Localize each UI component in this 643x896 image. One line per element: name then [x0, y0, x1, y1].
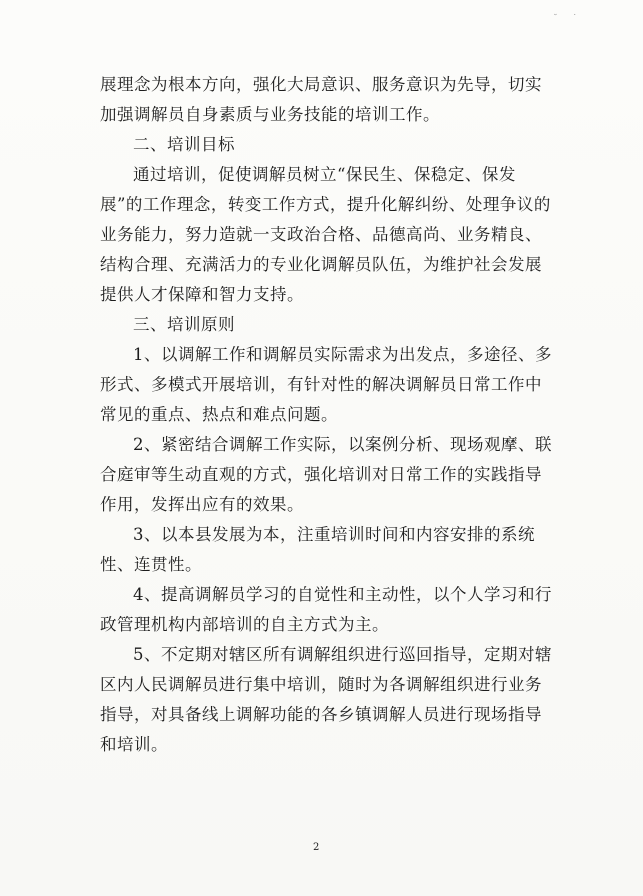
principle-item-2: 2、紧密结合调解工作实际，以案例分析、现场观摩、联合庭审等生动直观的方式，强化培训对日常工作的实践指导作用，发挥出应有的效果。: [100, 435, 552, 514]
principle-item-1: 1、以调解工作和调解员实际需求为出发点，多途径、多形式、多模式开展培训，有针对性的解决调解员日常工作中常见的重点、热点和难点问题。: [100, 345, 552, 424]
principle-item-3: 3、以本县发展为本，注重培训时间和内容安排的系统性、连贯性。: [100, 525, 535, 574]
document-body: [100, 70, 552, 760]
heading-training-goals: 二、培训目标: [133, 135, 235, 154]
principle-item-4: 4、提高调解员学习的自觉性和主动性，以个人学习和行政管理机构内部培训的自主方式为主。: [100, 585, 552, 634]
paragraph-training-goals: 通过培训，促使调解员树立“保民生、保稳定、保发展”的工作理念，转变工作方式，提升化解纠纷、处理争议的业务能力，努力造就一支政治合格、品德高尚、业务精良、结构合理、充满活力的专业化调解员队伍，为维护社会发展提供人才保障和智力支持。: [100, 165, 551, 304]
principle-item-5: 5、不定期对辖区所有调解组织进行巡回指导，定期对辖区内人民调解员进行集中培训，随时为各调解组织进行业务指导，对具备线上调解功能的各乡镇调解人员进行现场指导和培训。: [100, 645, 552, 754]
heading-training-principles: 三、培训原则: [133, 315, 235, 334]
paragraph-intro-continuation: 展理念为根本方向，强化大局意识、服务意识为先导，切实加强调解员自身素质与业务技能的培训工作。: [100, 75, 542, 124]
page-number: 2: [313, 842, 320, 853]
scan-mark: ˘ ˙: [553, 14, 583, 24]
